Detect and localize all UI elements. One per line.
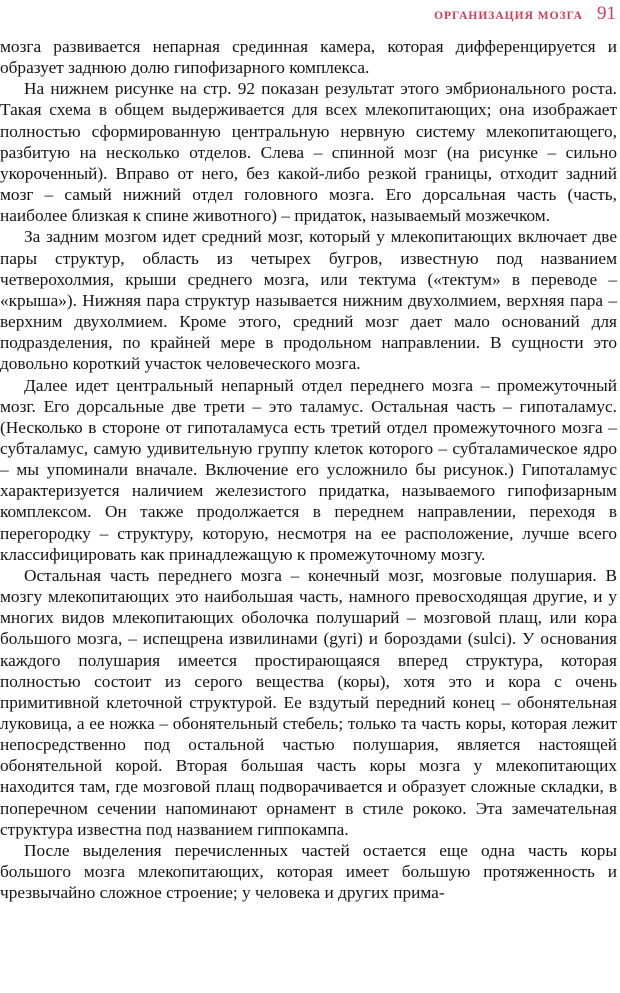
paragraph-diencephalon: Далее идет центральный непарный отдел переднего мозга – промежуточный мозг. Его дорсальные две трети – это таламус. Остальная часть – гипоталамус. (Несколько в стороне от гипоталамуса есть третий отдел промежуточного мозга – субталамус, самую удивительную группу клеток которого – субталамическое ядро – мы упоминали вначале. Включение его усложнило бы рисунок.) Гипоталамус характеризуется наличием железистого придатка, называемого гипофизарным комплексом. Он также продолжается в переднем направлении, переходя в перегородку – структуру, которую, несмотря на ее расположение, лучше всего классифицировать как принадлежащую к промежуточному мозгу. [0,375,617,564]
paragraph-midbrain: За задним мозгом идет средний мозг, который у млекопитающих включает две пары структур, область из четырех бугров, известную под названием четверохолмия, крыши среднего мозга, или тектума («тектум» в переводе – «крыша»). Нижняя пара структур называется нижним двухолмием, верхняя пара – верхним двухолмием. Кроме этого, средний мозг дает мало оснований для подразделения, по крайней мере в продольном направлении. В сущности это довольно короткий участок человеческого мозга. [0,227,617,374]
page-header [434,3,616,25]
page-number: 91 [597,3,616,24]
paragraph-embryonic-growth: На нижнем рисунке на стр. 92 показан результат этого эмбрионального роста. Такая схема в общем выдерживается для всех млекопитающих; она изображает полностью сформированную центральную нервную систему млекопитающего, разбитую на несколько отделов. Слева – спинной мозг (на рисунке – сильно укороченный). Вправо от него, без какой-либо резкой границы, отходит задний мозг – самый нижний отдел головного мозга. Его дорсальная часть (часть, наиболее близкая к спине животного) – придаток, называемый мозжечком. [0,79,617,226]
body-text [0,36,617,903]
paragraph-continuation: мозга развивается непарная срединная камера, которая дифференцируется и образует заднюю долю гипофизарного комплекса. [0,37,617,78]
paragraph-cortex: После выделения перечисленных частей остается еще одна часть коры большого мозга млекопитающих, которая имеет большую протяженность и чрезвычайно сложное строение; у человека и других прима- [0,840,617,903]
running-head: ОРГАНИЗАЦИЯ МОЗГА [434,10,583,22]
paragraph-telencephalon: Остальная часть переднего мозга – конечный мозг, мозговые полушария. В мозгу млекопитающих это наибольшая часть, намного превосходящая другие, и у многих видов млекопитающих оболочка полушарий – мозговой плащ, или кора большого мозга, – испещрена извилинами (gyri) и бороздами (sulci). У основания каждого полушария имеется простирающаяся вперед структура, которая полностью состоит из серого вещества (коры), хотя это и кора с очень примитивной клеточной структурой. Ее вздутый передний конец – обонятельная луковица, а ее ножка – обонятельный стебель; только та часть коры, которая лежит непосредственно под остальной частью полушария, является настоящей обонятельной корой. Вторая большая часть коры мозга у млекопитающих находится там, где мозговой плащ подворачивается и образует сложные складки, в поперечном сечении напоминают орнамент в стиле рококо. Эта замечательная структура известна под названием гиппокампа. [0,565,617,839]
